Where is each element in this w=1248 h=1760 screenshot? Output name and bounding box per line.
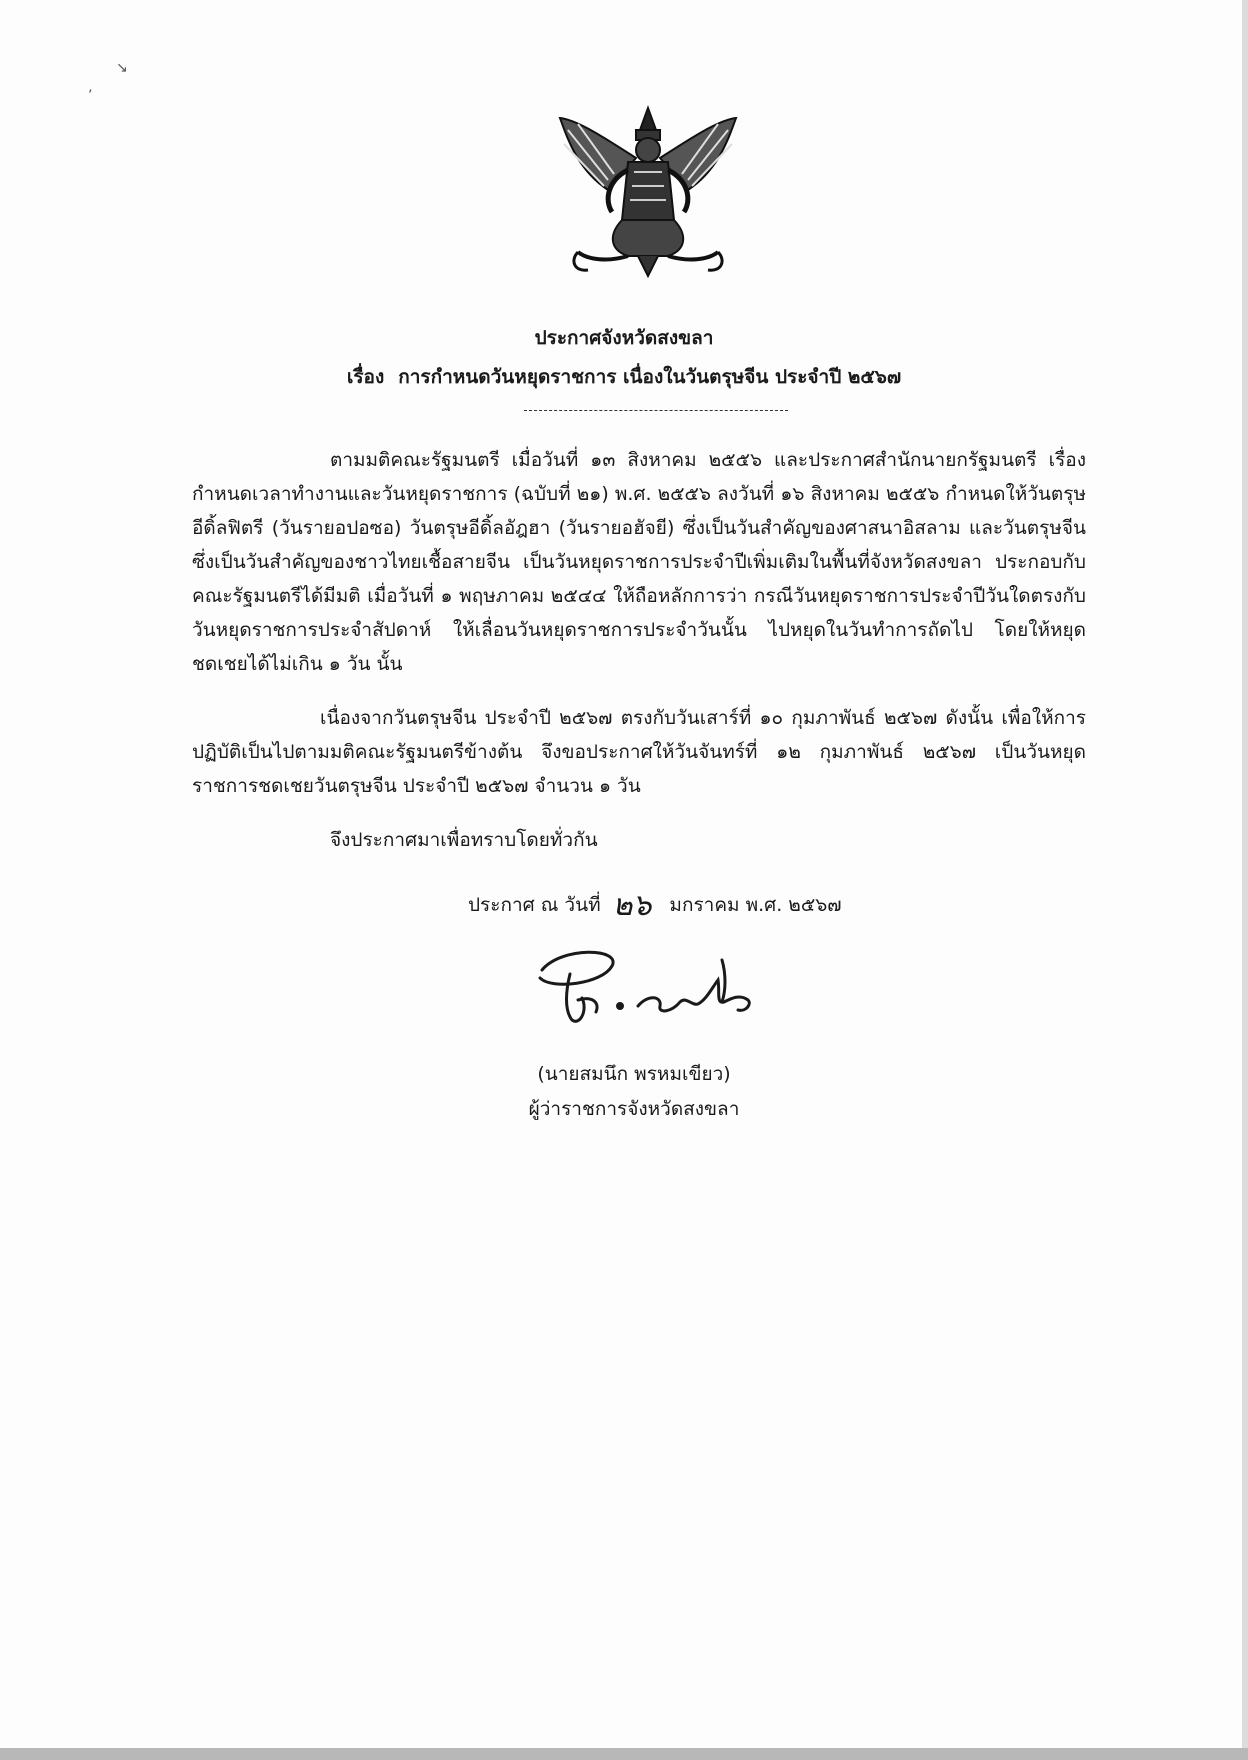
scan-speck: ’: [88, 88, 93, 104]
date-prefix: ประกาศ ณ วันที่: [468, 894, 601, 916]
paragraph-2: เนื่องจากวันตรุษจีน ประจำปี ๒๕๖๗ ตรงกับวันเสาร์ที่ ๑๐ กุมภาพันธ์ ๒๕๖๗ ดังนั้น เพื่อให้การปฏิบัติเป็นไปตามมติคณะรัฐมนตรีข้างต้น จึงขอประกาศให้วันจันทร์ที่ ๑๒ กุมภาพันธ์ ๒๕๖๗ เป็นวันหยุดราชการชดเชยวันตรุษจีน ประจำปี ๒๕๖๗ จำนวน ๑ วัน: [192, 707, 1086, 797]
handwritten-signature: [512, 940, 792, 1030]
garuda-emblem: [548, 100, 748, 300]
announcement-date: [468, 882, 842, 929]
date-day-handwritten: ๒๖: [612, 888, 652, 923]
scan-edge: [1242, 0, 1248, 1760]
subject-label: เรื่อง: [346, 366, 385, 388]
title-divider: [524, 410, 788, 411]
signer-name: (นายสมนึก พรหมเขียว): [537, 1063, 731, 1085]
subject-text: การกำหนดวันหยุดราชการ เนื่องในวันตรุษจีน ประจำปี ๒๕๖๗: [398, 366, 902, 388]
paragraph-3: จึงประกาศมาเพื่อทราบโดยทั่วกัน: [330, 829, 598, 851]
paragraph-1: ตามมติคณะรัฐมนตรี เมื่อวันที่ ๑๓ สิงหาคม ๒๕๕๖ และประกาศสำนักนายกรัฐมนตรี เรื่อง กำหนดเวลาทำงานและวันหยุดราชการ (ฉบับที่ ๒๑) พ.ศ. ๒๕๕๖ ลงวันที่ ๑๖ สิงหาคม ๒๕๕๖ กำหนดให้วันตรุษอีดิ้ลฟิตรี (วันรายอปอซอ) วันตรุษอีดิ้ลอัฎฮา (วันรายอฮัจยี) ซึ่งเป็นวันสำคัญของศาสนาอิสลาม และวันตรุษจีน ซึ่งเป็นวันสำคัญของชาวไทยเชื้อสายจีน เป็นวันหยุดราชการประจำปีเพิ่มเติมในพื้นที่จังหวัดสงขลา ประกอบกับคณะรัฐมนตรีได้มีมติ เมื่อวันที่ ๑ พฤษภาคม ๒๕๔๔ ให้ถือหลักการว่า กรณีวันหยุดราชการประจำปีวันใดตรงกับวันหยุดราชการประจำสัปดาห์ ให้เลื่อนวันหยุดราชการประจำวันนั้น ไปหยุดในวันทำการถัดไป โดยให้หยุดชดเชยได้ไม่เกิน ๑ วัน นั้น: [192, 449, 1086, 675]
scan-bottom-edge: [0, 1748, 1248, 1760]
announcement-subject: [0, 362, 1248, 392]
announcement-title: ประกาศจังหวัดสงขลา: [534, 327, 714, 349]
scan-speck: ↘: [116, 60, 128, 76]
date-month-year: มกราคม พ.ศ. ๒๕๖๗: [669, 894, 842, 916]
signer-position: ผู้ว่าราชการจังหวัดสงขลา: [528, 1098, 740, 1120]
